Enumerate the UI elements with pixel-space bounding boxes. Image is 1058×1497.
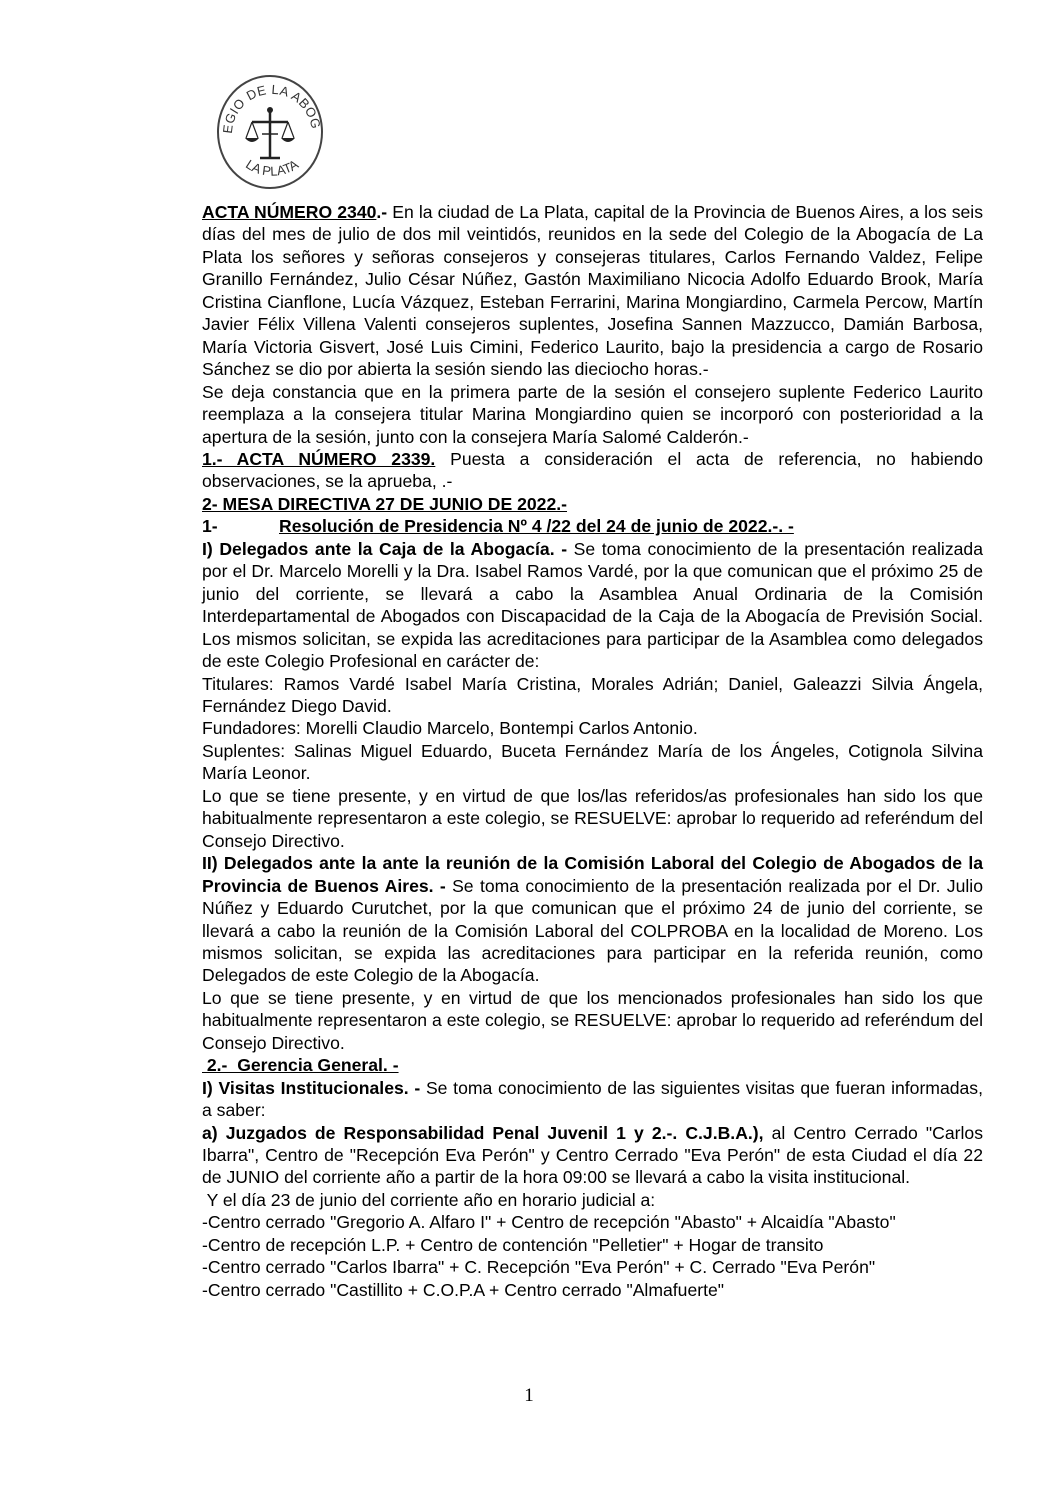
laboral-paragraph xyxy=(202,852,983,987)
caja-text: Se toma conocimiento de la presentación realizada por el Dr. Marcelo Morelli y la Dra. Isabel Ramos Vardé, por la que comunican que el próximo 25 de junio del corriente, se llevará a cabo la Asamblea Anual Ordinaria de la Comisión Interdepartamental de Abogados con Discapacidad de la Caja de la Abogacía de Previsión Social. Los mismos solicitan, se expida las acreditaciones para participar de la Asamblea como delegados de este Colegio Profesional en carácter de: xyxy=(202,538,983,672)
juzgados-heading: a) Juzgados de Responsabilidad Penal Juvenil 1 y 2.-. C.J.B.A.), xyxy=(202,1122,764,1143)
page-number: 1 xyxy=(524,1385,534,1406)
item2-sub1-title: Resolución de Presidencia Nº 4 /22 del 24 de junio de 2022.-. - xyxy=(279,516,794,537)
resuelve-2: Lo que se tiene presente, y en virtud de que los mencionados profesionales han sido los que habitualmente representaron a este colegio, se RESUELVE: aprobar lo requerido ad referéndum del Consejo Directivo. xyxy=(202,987,983,1053)
visitas-heading: I) Visitas Institucionales. - xyxy=(202,1077,421,1098)
visit-item: -Centro cerrado "Castillito + C.O.P.A + Centro cerrado "Almafuerte" xyxy=(202,1279,725,1300)
dia23-line: Y el día 23 de junio del corriente año en horario judicial a: xyxy=(202,1189,656,1210)
suplentes-line: Suplentes: Salinas Miguel Eduardo, Buceta Fernández María de los Ángeles, Cotignola Silvina María Leonor. xyxy=(202,740,983,784)
acta-heading: ACTA NÚMERO 2340 xyxy=(202,202,377,222)
caja-paragraph xyxy=(202,538,983,673)
titulares-line: Titulares: Ramos Vardé Isabel María Cristina, Morales Adrián; Daniel, Galeazzi Silvia Ángela, Fernández Diego David. xyxy=(202,673,983,716)
visitas-text: Se toma conocimiento de las siguientes visitas que fueran informadas, a saber: xyxy=(202,1077,983,1121)
item2-sub1-heading xyxy=(202,515,983,537)
fundadores-line: Fundadores: Morelli Claudio Marcelo, Bontempi Carlos Antonio. xyxy=(202,718,698,739)
item2-heading: 2- MESA DIRECTIVA 27 DE JUNIO DE 2022.- xyxy=(202,493,568,514)
visit-item: -Centro cerrado "Carlos Ibarra" + C. Recepción "Eva Perón" + C. Cerrado "Eva Perón" xyxy=(202,1257,876,1278)
item1-text: Puesta a consideración el acta de referencia, no habiendo observaciones, se la aprueba, .- xyxy=(202,448,983,492)
juzgados-paragraph xyxy=(202,1122,983,1189)
gerencia-heading: 2.- Gerencia General. - xyxy=(202,1055,399,1076)
laboral-heading: II) Delegados ante la ante la reunión de la Comisión Laboral del Colegio de Abogados de la Provincia de Buenos Aires. - xyxy=(202,853,983,896)
visitas-paragraph xyxy=(202,1077,983,1122)
svg-text:COLEGIO DE LA ABOGACÍA: EGIO DE LA ABOG xyxy=(219,81,324,135)
acta-heading-punct: .- xyxy=(376,202,388,222)
acta-intro-paragraph xyxy=(202,201,983,381)
visit-item: -Centro de recepción L.P. + Centro de contención "Pelletier" + Hogar de transito xyxy=(202,1234,824,1255)
acta-constancia: Se deja constancia que en la primera parte de la sesión el consejero suplente Federico Laurito reemplaza a la consejera titular Marina Mongiardino quien se incorporó con posterioridad a la apertura de la sesión, junto con la consejera María Salomé Calderón.- xyxy=(202,381,983,447)
acta-intro-text: En la ciudad de La Plata, capital de la Provincia de Buenos Aires, a los seis días del mes de julio de dos mil veintidós, reunidos en la sede del Colegio de la Abogacía de La Plata los señores y señoras consejeros y consejeras titulares, Carlos Fernando Valdez, Felipe Granillo Fernández, Julio César Núñez, Gastón Maximiliano Nicocia Adolfo Eduardo Brook, María Cristina Cianflone, Lucía Vázquez, Esteban Ferrarini, Marina Mongiardino, Carmela Percow, Martín Javier Félix Villena Valenti consejeros suplentes, Josefina Sannen Mazzucco, Damián Barbosa, María Victoria Gisvert, José Luis Cimini, Federico Laurito, bajo la presidencia a cargo de Rosario Sánchez se dio por abierta la sesión siendo las dieciocho horas.- xyxy=(202,202,984,380)
item1-paragraph xyxy=(202,448,983,493)
item2-sub1-number: 1- xyxy=(202,516,218,537)
svg-text:LA PLATA: LA PLATA xyxy=(243,156,301,179)
document-body xyxy=(202,201,983,1301)
caja-heading: I) Delegados ante la Caja de la Abogacía. - xyxy=(202,538,568,559)
laboral-text: Se toma conocimiento de la presentación realizada por el Dr. Julio Núñez y Eduardo Curutchet, por la que comunican que el próximo 24 de junio del corriente, se llevará a cabo la reunión de la Comisión Laboral del COLPROBA en la localidad de Moreno. Los mismos solicitan, se expida las acreditaciones para participar en la referida reunión, como Delegados de este Colegio de la Abogacía. xyxy=(202,875,983,986)
item1-heading: 1.- ACTA NÚMERO 2339. xyxy=(202,448,436,469)
colegio-seal-logo xyxy=(212,70,328,192)
juzgados-text: al Centro Cerrado "Carlos Ibarra", Centro de "Recepción Eva Perón" y Centro Cerrado "Eva Perón" de esta Ciudad el día 22 de JUNIO del corriente año a partir de la hora 09:00 se llevará a cabo la visita institucional. xyxy=(202,1122,984,1188)
resuelve-1: Lo que se tiene presente, y en virtud de que los/las referidos/as profesionales han sido los que habitualmente representaron a este colegio, se RESUELVE: aprobar lo requerido ad referéndum del Consejo Directivo. xyxy=(202,785,983,851)
visit-item: -Centro cerrado "Gregorio A. Alfaro I" + Centro de recepción "Abasto" + Alcaidía "Abasto" xyxy=(202,1212,896,1233)
